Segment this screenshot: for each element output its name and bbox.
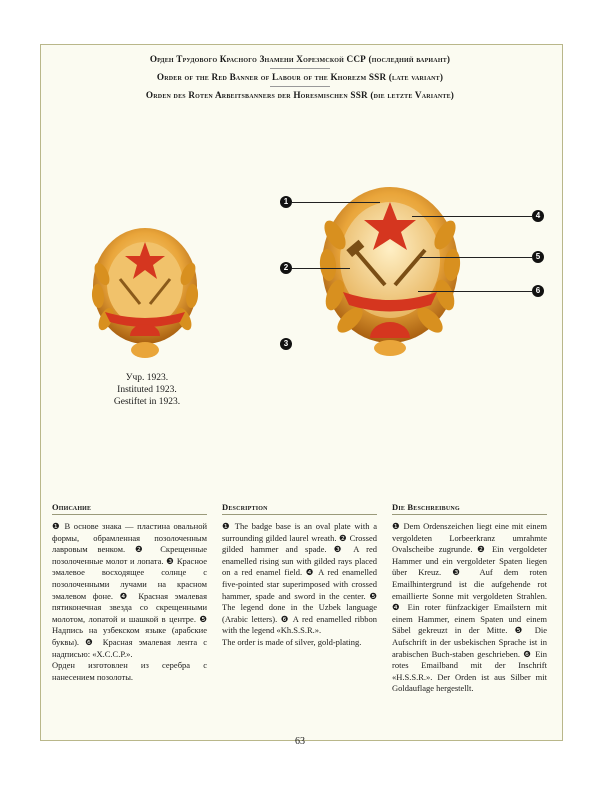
callout-marker-6: 6	[532, 285, 544, 297]
callout-marker-2: 2	[280, 262, 292, 274]
description-column-russian	[52, 502, 207, 683]
caption-russian: Учр. 1923.	[125, 373, 169, 383]
order-badge-small-image	[80, 224, 210, 364]
column-heading: Die Beschreibung	[392, 502, 547, 515]
page-number: 63	[295, 736, 305, 747]
callout-marker-5: 5	[532, 251, 544, 263]
description-paragraph: ❶ Dem Ordenszeichen liegt eine mit einem vergoldeten Lorbeerkranz umrahmte Ovalscheibe zugrunde. ❷ Ein vergoldeter Hammer und ein vergoldeter Spaten liegen über Kreuz. ❸ Auf dem roten Emailhintergrund ist die aufgehende rot emaillierte Sonne mit vergoldeten Strahlen. ❹ Ein roter fünfzackiger Emailstern mit einem Hammer, einem Spaten und einem Säbel gekreuzt in der Mitte. ❺ Die Aufschrift in der usbekischen Sprache ist in arabischen Buch-staben geschrieben. ❻ Ein rotes Emailband mit der Inschrift «H.S.S.R.». Der Orden ist aus Silber mit Goldauflage hergestellt.	[392, 521, 547, 694]
description-column-english	[222, 502, 377, 649]
leader-line-4	[412, 216, 532, 217]
title-english: Order of the Red Banner of Labour of the Khorezm SSR (late variant)	[156, 72, 444, 82]
leader-line-5	[420, 257, 532, 258]
title-divider	[270, 86, 330, 87]
title-german: Orden des Roten Arbeitsbanners der Horesmischen SSR (die letzte Variante)	[145, 90, 455, 100]
order-badge-large-image	[315, 180, 465, 360]
description-paragraph: ❶ В основе знака — пластина овальной формы, обрамленная позолоченным лавровым венком. ❷ Скрещенные позолоченные молот и лопата. ❸ Красное эмалевое восходящее солнце с позолоченными лучами на красном эмалевом фоне. ❹ Красная эмалевая пятиконечная звезда со скрещенными молотом, лопатой и шашкой в центре. ❺ Надпись на узбекском языке (арабские буквы). ❻ Красная эмалевая лента с надписью: «Х.С.С.Р.».	[52, 521, 207, 659]
caption-german: Gestiftet in 1923.	[113, 397, 181, 407]
title-russian: Орден Трудового Красного Знамени Хорезмской ССР (последний вариант)	[149, 54, 451, 64]
leader-line-1	[292, 202, 380, 203]
callout-marker-3: 3	[280, 338, 292, 350]
callout-marker-1: 1	[280, 196, 292, 208]
description-paragraph: The order is made of silver, gold-plating.	[222, 636, 362, 647]
title-divider	[270, 68, 330, 69]
caption-english: Instituted 1923.	[117, 385, 177, 395]
description-paragraph: ❶ The badge base is an oval plate with a surrounding gilded laurel wreath. ❷ Crossed gilded hammer and spade. ❸ A red enamelled rising sun with gilded rays placed on a red enamel field. ❹ A red enamelled five-pointed star superimposed with crossed hammer, spade and sword in the center. ❺ The legend done in the Uzbek language (Arabic letters). ❻ A red enamelled ribbon with the legend «Kh.S.S.R.».	[222, 521, 377, 636]
caption	[110, 372, 184, 408]
leader-line-6	[418, 291, 532, 292]
description-column-german	[392, 502, 547, 695]
leader-line-2	[292, 268, 350, 269]
description-paragraph: Орден изготовлен из серебра с нанесением позолоты.	[52, 660, 207, 682]
callout-marker-4: 4	[532, 210, 544, 222]
column-heading: Описание	[52, 502, 207, 515]
column-heading: Description	[222, 502, 377, 515]
